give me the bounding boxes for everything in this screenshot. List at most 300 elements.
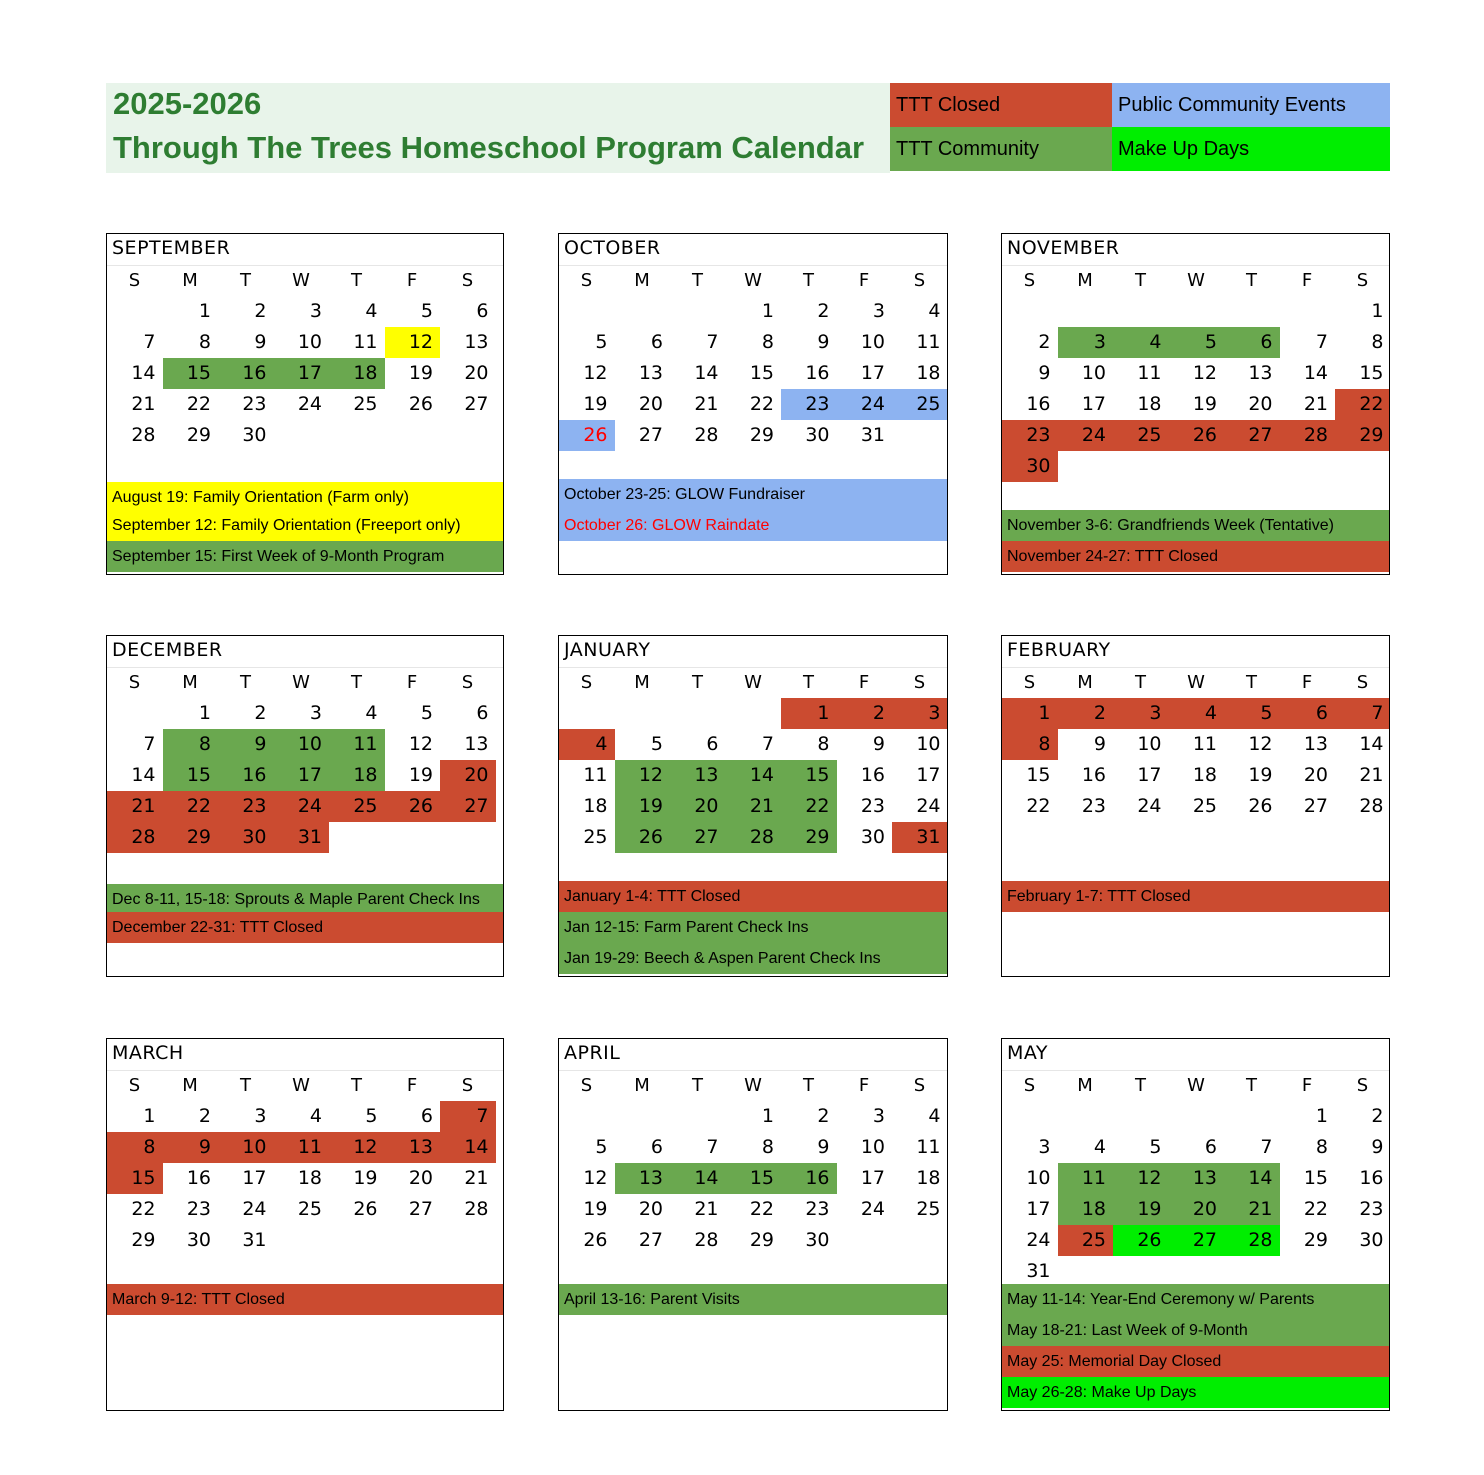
day-cell: 12: [408, 733, 433, 755]
day-cell: 24: [837, 389, 893, 420]
day-cell: 13: [464, 331, 489, 353]
day-cell: 12: [583, 362, 608, 384]
event-note: March 9-12: TTT Closed: [107, 1284, 503, 1315]
day-cell: 29: [186, 424, 211, 446]
day-cell: 24: [916, 795, 941, 817]
title-block: [106, 83, 890, 173]
event-note: Jan 12-15: Farm Parent Check Ins: [559, 912, 947, 943]
month-january: [558, 635, 948, 977]
weekday-label: T: [1135, 1075, 1146, 1096]
event-note: November 24-27: TTT Closed: [1002, 541, 1389, 572]
day-cell: 8: [163, 729, 219, 760]
day-cell: 26: [583, 1229, 608, 1251]
day-cell: 7: [706, 1136, 719, 1158]
day-cell: 10: [860, 331, 885, 353]
day-cell: 26: [1248, 795, 1273, 817]
day-cell: 8: [1002, 729, 1058, 760]
day-cell: 2: [254, 702, 267, 724]
event-note: September 12: Family Orientation (Freeport only): [107, 510, 503, 541]
day-cell: 22: [131, 1198, 156, 1220]
weekday-label: M: [1077, 672, 1093, 693]
weekday-label: F: [858, 672, 870, 693]
day-cell: 13: [615, 1163, 671, 1194]
day-cell: 4: [365, 300, 378, 322]
day-cell: 17: [1137, 764, 1162, 786]
day-cell: 28: [1280, 420, 1336, 451]
calendar-year: 2025-2026: [113, 86, 262, 121]
day-cell: 20: [408, 1167, 433, 1189]
day-cell: 11: [329, 729, 385, 760]
day-cell: 17: [860, 1167, 885, 1189]
month-march: [106, 1038, 504, 1411]
day-cell: 2: [837, 698, 893, 729]
day-cell: 23: [242, 393, 267, 415]
weekday-label: W: [292, 672, 310, 693]
event-note: December 22-31: TTT Closed: [107, 912, 503, 943]
day-cell: 17: [274, 358, 330, 389]
day-cell: 27: [638, 424, 663, 446]
weekday-label: W: [292, 1075, 310, 1096]
weekday-label: S: [461, 672, 474, 693]
day-cell: 19: [1113, 1194, 1169, 1225]
day-cell: 2: [1038, 331, 1051, 353]
weekday-label: S: [580, 1075, 593, 1096]
day-cell: 5: [365, 1105, 378, 1127]
weekday-label: S: [461, 270, 474, 291]
day-cell: 14: [726, 760, 782, 791]
day-cell: 16: [218, 760, 274, 791]
weekday-label: T: [692, 1075, 703, 1096]
day-cell: 6: [1280, 698, 1336, 729]
day-cell: 27: [1169, 1225, 1225, 1256]
day-cell: 11: [916, 1136, 941, 1158]
month-name: OCTOBER: [564, 237, 661, 259]
day-cell: 13: [1169, 1163, 1225, 1194]
calendar-title: Through The Trees Homeschool Program Calendar: [113, 130, 865, 165]
weekday-label: S: [461, 1075, 474, 1096]
weekday-label: F: [1301, 270, 1313, 291]
event-note: May 18-21: Last Week of 9-Month: [1002, 1315, 1389, 1346]
month-name: DECEMBER: [112, 639, 223, 661]
day-cell: 15: [163, 358, 219, 389]
day-cell: 5: [420, 300, 433, 322]
weekday-label: S: [913, 672, 926, 693]
weekday-label: S: [1356, 672, 1369, 693]
weekday-label: S: [1023, 270, 1036, 291]
day-cell: 25: [1113, 420, 1169, 451]
day-cell: 10: [1026, 1167, 1051, 1189]
day-cell: 19: [583, 393, 608, 415]
day-cell: 30: [1359, 1229, 1384, 1251]
day-cell: 3: [309, 300, 322, 322]
month-may: [1001, 1038, 1390, 1411]
day-cell: 30: [1002, 451, 1058, 482]
day-cell: 28: [464, 1198, 489, 1220]
weekday-label: W: [1187, 270, 1205, 291]
day-cell: 24: [274, 791, 330, 822]
month-name: NOVEMBER: [1007, 237, 1120, 259]
weekday-label: T: [1246, 270, 1257, 291]
day-cell: 4: [1169, 698, 1225, 729]
event-note: September 15: First Week of 9-Month Program: [107, 541, 503, 572]
day-cell: 30: [186, 1229, 211, 1251]
day-cell: 22: [186, 393, 211, 415]
day-cell: 15: [749, 362, 774, 384]
day-cell: 7: [1315, 331, 1328, 353]
legend-ttt-closed: TTT Closed: [890, 83, 1112, 127]
day-cell: 24: [1026, 1229, 1051, 1251]
day-cell: 26: [408, 393, 433, 415]
month-september: [106, 233, 504, 575]
day-cell: 4: [1113, 327, 1169, 358]
day-cell: 9: [163, 1132, 219, 1163]
weekday-label: F: [1301, 1075, 1313, 1096]
day-cell: 15: [163, 760, 219, 791]
day-cell: 23: [805, 1198, 830, 1220]
day-cell: 19: [408, 764, 433, 786]
day-cell: 5: [595, 331, 608, 353]
day-cell: 14: [440, 1132, 496, 1163]
day-cell: 15: [1303, 1167, 1328, 1189]
day-cell: 11: [583, 764, 608, 786]
event-note: May 26-28: Make Up Days: [1002, 1377, 1389, 1408]
day-cell: 12: [1192, 362, 1217, 384]
day-cell: 27: [670, 822, 726, 853]
day-cell: 30: [218, 822, 274, 853]
day-cell: 28: [107, 822, 163, 853]
day-cell: 29: [749, 1229, 774, 1251]
event-note: April 13-16: Parent Visits: [559, 1284, 947, 1315]
day-cell: 20: [1248, 393, 1273, 415]
day-cell: 2: [198, 1105, 211, 1127]
day-cell: 23: [860, 795, 885, 817]
event-note: October 26: GLOW Raindate: [559, 510, 947, 541]
weekday-label: M: [1077, 270, 1093, 291]
day-cell: 21: [1359, 764, 1384, 786]
day-cell: 29: [781, 822, 837, 853]
day-cell: 27: [1303, 795, 1328, 817]
day-cell: 28: [1224, 1225, 1280, 1256]
weekday-label: S: [1023, 1075, 1036, 1096]
day-cell: 30: [805, 424, 830, 446]
day-cell: 6: [650, 1136, 663, 1158]
event-note: February 1-7: TTT Closed: [1002, 881, 1389, 912]
day-cell: 8: [107, 1132, 163, 1163]
weekday-label: S: [580, 270, 593, 291]
day-cell: 10: [218, 1132, 274, 1163]
day-cell: 23: [781, 389, 837, 420]
event-note: January 1-4: TTT Closed: [559, 881, 947, 912]
day-cell: 3: [892, 698, 948, 729]
day-cell: 29: [163, 822, 219, 853]
day-cell: 31: [274, 822, 330, 853]
day-cell: 22: [163, 791, 219, 822]
weekday-label: T: [240, 1075, 251, 1096]
day-cell: 21: [107, 791, 163, 822]
weekday-label: W: [744, 270, 762, 291]
day-cell: 16: [860, 764, 885, 786]
weekday-label: S: [128, 1075, 141, 1096]
day-cell: 12: [583, 1167, 608, 1189]
day-cell: 28: [1359, 795, 1384, 817]
day-cell: 5: [1149, 1136, 1162, 1158]
day-cell: 16: [805, 362, 830, 384]
day-cell: 8: [761, 331, 774, 353]
day-cell: 21: [1224, 1194, 1280, 1225]
day-cell: 8: [1371, 331, 1384, 353]
event-note: May 11-14: Year-End Ceremony w/ Parents: [1002, 1284, 1389, 1315]
day-cell: 25: [1058, 1225, 1114, 1256]
day-cell: 23: [1002, 420, 1058, 451]
day-cell: 4: [928, 300, 941, 322]
day-cell: 2: [254, 300, 267, 322]
day-cell: 14: [670, 1163, 726, 1194]
day-cell: 20: [464, 362, 489, 384]
weekday-label: W: [1187, 1075, 1205, 1096]
month-november: [1001, 233, 1390, 575]
day-cell: 18: [329, 358, 385, 389]
weekday-label: T: [1246, 1075, 1257, 1096]
weekday-label: S: [1356, 270, 1369, 291]
day-cell: 7: [761, 733, 774, 755]
day-cell: 1: [143, 1105, 156, 1127]
day-cell: 16: [1359, 1167, 1384, 1189]
day-cell: 22: [749, 393, 774, 415]
weekday-label: W: [1187, 672, 1205, 693]
day-cell: 9: [817, 331, 830, 353]
day-cell: 8: [1315, 1136, 1328, 1158]
weekday-label: T: [1246, 672, 1257, 693]
day-cell: 24: [297, 393, 322, 415]
day-cell: 20: [638, 393, 663, 415]
day-cell: 16: [186, 1167, 211, 1189]
day-cell: 7: [1260, 1136, 1273, 1158]
event-note: Dec 8-11, 15-18: Sprouts & Maple Parent Check Ins: [107, 884, 503, 915]
weekday-label: F: [406, 1075, 418, 1096]
day-cell: 20: [440, 760, 496, 791]
weekday-label: T: [240, 672, 251, 693]
day-cell: 9: [218, 729, 274, 760]
day-cell: 16: [1081, 764, 1106, 786]
day-cell: 13: [1303, 733, 1328, 755]
day-cell: 2: [817, 1105, 830, 1127]
weekday-label: F: [406, 672, 418, 693]
day-cell: 14: [131, 764, 156, 786]
day-cell: 6: [650, 331, 663, 353]
day-cell: 24: [242, 1198, 267, 1220]
weekday-label: M: [1077, 1075, 1093, 1096]
day-cell: 1: [761, 1105, 774, 1127]
day-cell: 3: [1113, 698, 1169, 729]
day-cell: 9: [254, 331, 267, 353]
weekday-label: M: [634, 270, 650, 291]
weekday-label: M: [634, 1075, 650, 1096]
event-note: Jan 19-29: Beech & Aspen Parent Check Ins: [559, 943, 947, 974]
day-cell: 5: [595, 1136, 608, 1158]
day-cell: 11: [1137, 362, 1162, 384]
day-cell: 17: [860, 362, 885, 384]
day-cell: 13: [385, 1132, 441, 1163]
day-cell: 7: [440, 1101, 496, 1132]
month-february: [1001, 635, 1390, 977]
day-cell: 9: [1038, 362, 1051, 384]
day-cell: 5: [420, 702, 433, 724]
day-cell: 13: [638, 362, 663, 384]
day-cell: 7: [706, 331, 719, 353]
day-cell: 18: [583, 795, 608, 817]
day-cell: 17: [242, 1167, 267, 1189]
event-note: August 19: Family Orientation (Farm only): [107, 482, 503, 513]
day-cell: 26: [559, 420, 615, 451]
weekday-label: S: [580, 672, 593, 693]
day-cell: 26: [353, 1198, 378, 1220]
day-cell: 15: [781, 760, 837, 791]
event-note: May 25: Memorial Day Closed: [1002, 1346, 1389, 1377]
day-cell: 21: [694, 393, 719, 415]
day-cell: 27: [408, 1198, 433, 1220]
day-cell: 17: [1026, 1198, 1051, 1220]
weekday-label: T: [351, 270, 362, 291]
day-cell: 4: [309, 1105, 322, 1127]
month-name: MAY: [1007, 1042, 1049, 1064]
day-cell: 14: [694, 362, 719, 384]
day-cell: 17: [916, 764, 941, 786]
day-cell: 15: [107, 1163, 163, 1194]
day-cell: 11: [353, 331, 378, 353]
day-cell: 11: [274, 1132, 330, 1163]
day-cell: 10: [860, 1136, 885, 1158]
day-cell: 6: [1204, 1136, 1217, 1158]
day-cell: 1: [1315, 1105, 1328, 1127]
day-cell: 18: [1192, 764, 1217, 786]
day-cell: 29: [1335, 420, 1390, 451]
weekday-label: T: [1135, 270, 1146, 291]
day-cell: 6: [476, 300, 489, 322]
weekday-label: S: [1356, 1075, 1369, 1096]
day-cell: 27: [464, 393, 489, 415]
day-cell: 1: [1002, 698, 1058, 729]
weekday-label: M: [182, 672, 198, 693]
day-cell: 12: [329, 1132, 385, 1163]
day-cell: 25: [583, 826, 608, 848]
day-cell: 11: [1192, 733, 1217, 755]
day-cell: 9: [817, 1136, 830, 1158]
weekday-label: T: [240, 270, 251, 291]
day-cell: 12: [1248, 733, 1273, 755]
day-cell: 25: [297, 1198, 322, 1220]
day-cell: 26: [385, 791, 441, 822]
day-cell: 7: [1335, 698, 1390, 729]
legend-ttt-community: TTT Community: [890, 127, 1112, 171]
day-cell: 24: [860, 1198, 885, 1220]
day-cell: 3: [872, 300, 885, 322]
day-cell: 22: [1303, 1198, 1328, 1220]
weekday-label: T: [1135, 672, 1146, 693]
month-name: APRIL: [564, 1042, 621, 1064]
day-cell: 24: [1058, 420, 1114, 451]
day-cell: 6: [1224, 327, 1280, 358]
month-name: FEBRUARY: [1007, 639, 1111, 661]
weekday-label: T: [351, 672, 362, 693]
weekday-label: S: [913, 270, 926, 291]
day-cell: 10: [297, 331, 322, 353]
weekday-label: M: [182, 270, 198, 291]
weekday-label: F: [858, 270, 870, 291]
day-cell: 3: [309, 702, 322, 724]
day-cell: 26: [1113, 1225, 1169, 1256]
day-cell: 5: [1169, 327, 1225, 358]
day-cell: 16: [1026, 393, 1051, 415]
day-cell: 18: [1058, 1194, 1114, 1225]
event-note: October 23-25: GLOW Fundraiser: [559, 479, 947, 510]
day-cell: 7: [143, 733, 156, 755]
weekday-label: T: [351, 1075, 362, 1096]
day-cell: 3: [1058, 327, 1114, 358]
day-cell: 3: [1038, 1136, 1051, 1158]
day-cell: 6: [706, 733, 719, 755]
day-cell: 18: [329, 760, 385, 791]
day-cell: 20: [670, 791, 726, 822]
weekday-label: S: [128, 270, 141, 291]
day-cell: 11: [1058, 1163, 1114, 1194]
day-cell: 26: [1169, 420, 1225, 451]
day-cell: 8: [761, 1136, 774, 1158]
day-cell: 21: [726, 791, 782, 822]
day-cell: 30: [805, 1229, 830, 1251]
day-cell: 4: [928, 1105, 941, 1127]
day-cell: 2: [1058, 698, 1114, 729]
day-cell: 18: [916, 1167, 941, 1189]
weekday-label: M: [182, 1075, 198, 1096]
day-cell: 19: [1192, 393, 1217, 415]
day-cell: 31: [242, 1229, 267, 1251]
day-cell: 20: [1169, 1194, 1225, 1225]
month-october: [558, 233, 948, 575]
day-cell: 29: [131, 1229, 156, 1251]
day-cell: 27: [440, 791, 496, 822]
day-cell: 2: [1371, 1105, 1384, 1127]
day-cell: 22: [749, 1198, 774, 1220]
day-cell: 9: [1093, 733, 1106, 755]
day-cell: 28: [131, 424, 156, 446]
day-cell: 8: [817, 733, 830, 755]
day-cell: 10: [1081, 362, 1106, 384]
day-cell: 1: [1371, 300, 1384, 322]
weekday-label: S: [1023, 672, 1036, 693]
event-note: November 3-6: Grandfriends Week (Tentative): [1002, 510, 1389, 541]
weekday-label: W: [744, 1075, 762, 1096]
day-cell: 21: [694, 1198, 719, 1220]
day-cell: 13: [1248, 362, 1273, 384]
day-cell: 27: [1224, 420, 1280, 451]
day-cell: 18: [1137, 393, 1162, 415]
day-cell: 9: [872, 733, 885, 755]
day-cell: 1: [781, 698, 837, 729]
day-cell: 25: [892, 389, 948, 420]
weekday-label: S: [913, 1075, 926, 1096]
day-cell: 5: [1224, 698, 1280, 729]
day-cell: 11: [916, 331, 941, 353]
day-cell: 28: [694, 424, 719, 446]
day-cell: 14: [1359, 733, 1384, 755]
day-cell: 20: [638, 1198, 663, 1220]
day-cell: 18: [916, 362, 941, 384]
day-cell: 25: [329, 791, 385, 822]
day-cell: 4: [1093, 1136, 1106, 1158]
day-cell: 17: [1081, 393, 1106, 415]
day-cell: 7: [143, 331, 156, 353]
day-cell: 2: [817, 300, 830, 322]
